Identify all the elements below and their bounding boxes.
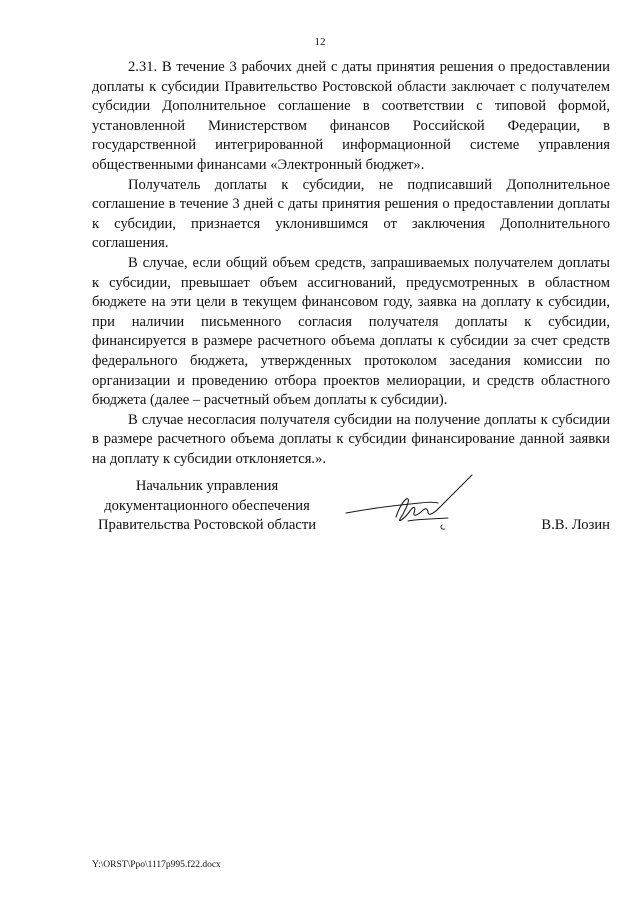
paragraph-budget-excess: В случае, если общий объем средств, запрашиваемых получателем доплаты к субсидии, превышает объем ассигнований, предусмотренных в областном бюджете на эти цели в текущем финансовом году, заявка на доплату к субсидии, при наличии письменного согласия получателя доплаты к субсидии, финансируется в размере расчетного объема доплаты к субсидии за счет средств федерального бюджета, утвержденных протоколом заседания комиссии по организации и проведению отбора проектов мелиорации, и средств областного бюджета (далее – расчетный объем доплаты к субсидии). (92, 254, 610, 409)
signatory-position (92, 477, 322, 536)
position-line: документационного обеспечения (104, 497, 310, 514)
position-line: Начальник управления (135, 478, 279, 494)
page-number: 12 (314, 36, 326, 48)
paragraph-2-31: 2.31. В течение 3 рабочих дней с даты принятия решения о предоставлении доплаты к субсидии Правительство Ростовской области заключает с получателем субсидии Дополнительное соглашение в соответствии с типовой формой, установленной Министерством финансов Российской Федерации, в государственной интегрированной информационной системе управления общественными финансами «Электронный бюджет». (92, 59, 610, 173)
position-line: Правительства Ростовской области (97, 517, 317, 534)
signature-block (92, 477, 610, 557)
signatory-name: В.В. Лозин (541, 517, 610, 533)
file-path: Y:\ORST\Ppo\1117p995.f22.docx (92, 860, 221, 870)
paragraph-evasion: Получатель доплаты к субсидии, не подписавший Дополнительное соглашение в течение 3 дней с даты принятия решения о предоставлении доплаты к субсидии, признается уклонившимся от заключения Дополнительного соглашения. (92, 176, 610, 252)
handwritten-signature (338, 469, 488, 543)
paragraph-disagreement: В случае несогласия получателя субсидии на получение доплаты к субсидии в размере расчетного объема доплаты к субсидии финансирование данной заявки на доплату к субсидии отклоняется.». (92, 411, 610, 467)
document-body (92, 58, 610, 469)
